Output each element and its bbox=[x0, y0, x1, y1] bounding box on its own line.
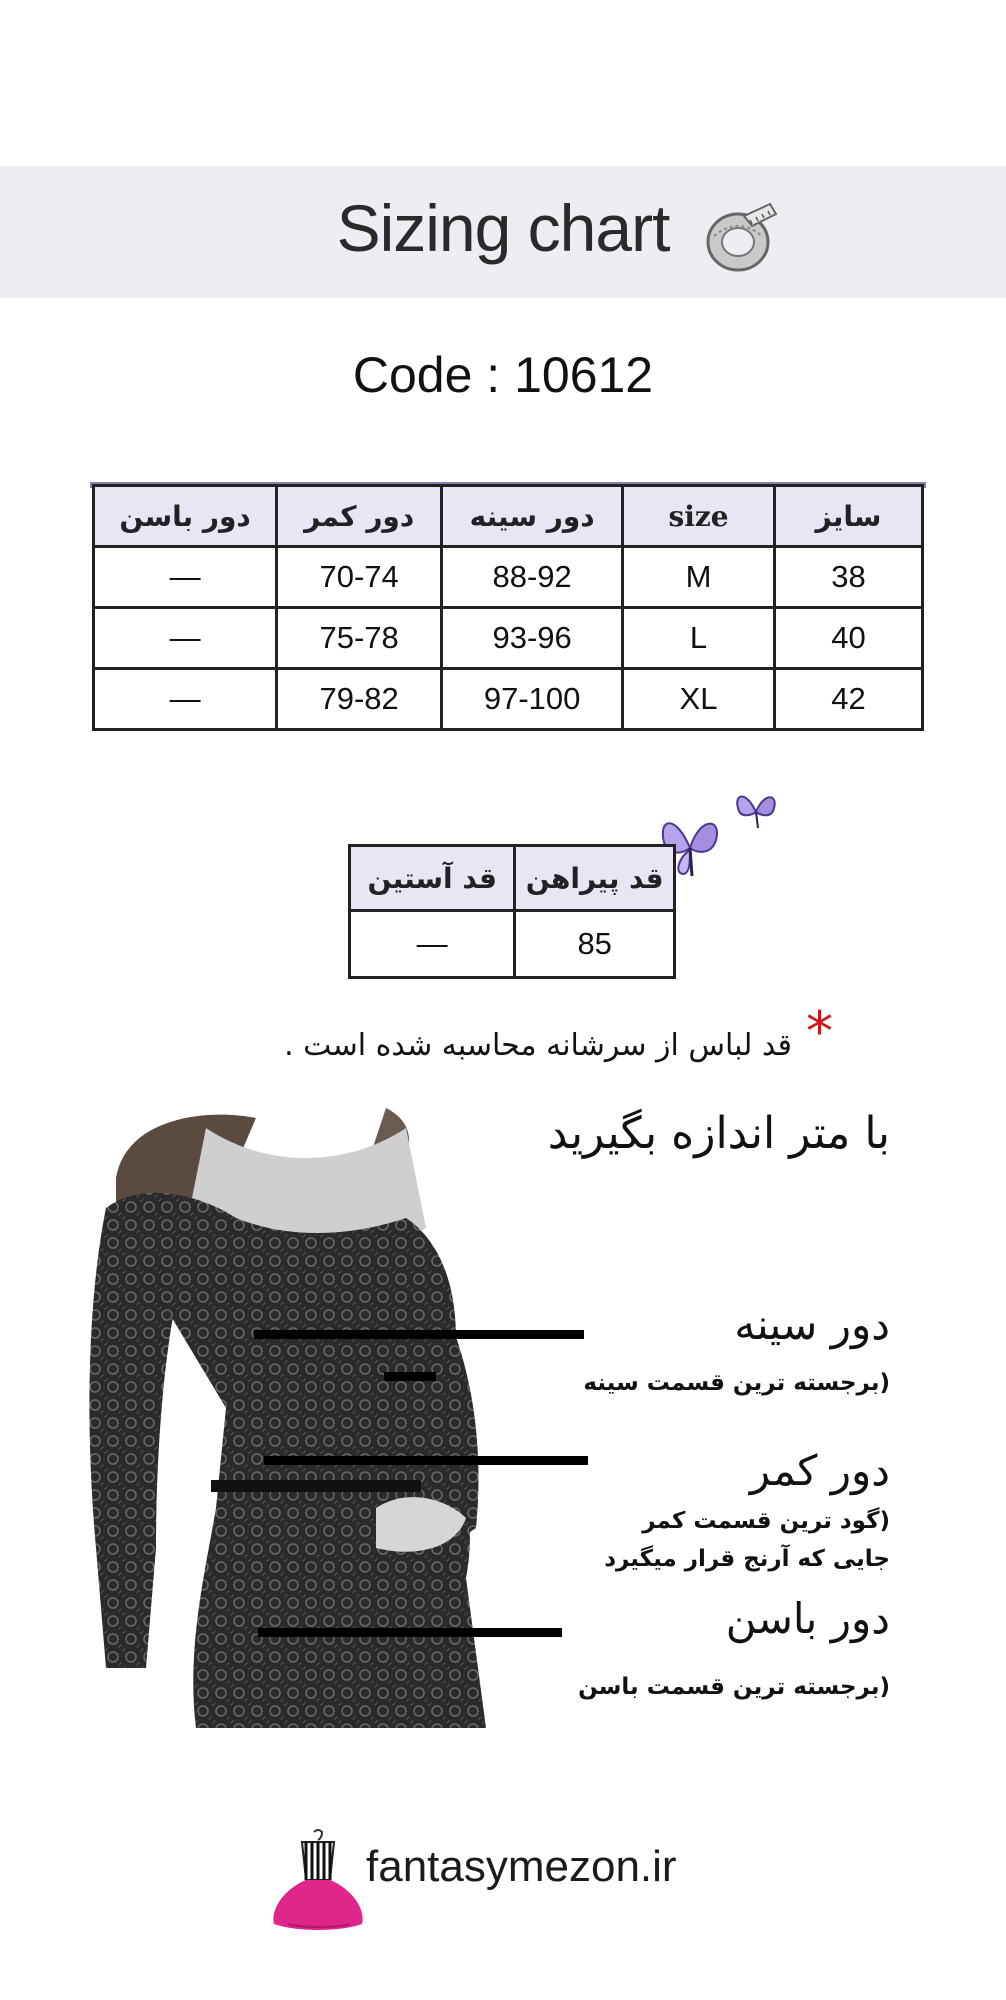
cell-size-en: XL bbox=[623, 669, 775, 730]
measure-heading: با متر اندازه بگیرید bbox=[547, 1108, 890, 1159]
length-table-header-row bbox=[350, 846, 675, 911]
waist-line bbox=[264, 1456, 588, 1465]
product-code: Code : 10612 bbox=[352, 347, 654, 403]
cell-size-fa: 40 bbox=[774, 608, 922, 669]
cell-chest: 88-92 bbox=[442, 547, 623, 608]
table-row bbox=[94, 608, 923, 669]
cell-hip: — bbox=[94, 669, 277, 730]
cell-hip: — bbox=[94, 608, 277, 669]
cell-waist: 70-74 bbox=[277, 547, 442, 608]
waist-desc-2: جایی که آرنج قرار میگیرد bbox=[604, 1546, 890, 1572]
cell-sleeve-length: — bbox=[350, 911, 515, 978]
cell-hip: — bbox=[94, 547, 277, 608]
table-row bbox=[94, 669, 923, 730]
waist-desc-1: (گود ترین قسمت کمر bbox=[642, 1508, 890, 1534]
header-size-en: size bbox=[623, 486, 775, 547]
cell-size-fa: 38 bbox=[774, 547, 922, 608]
hip-desc: (برجسته ترین قسمت باسن bbox=[578, 1674, 890, 1700]
chest-line bbox=[254, 1330, 584, 1339]
cell-size-en: M bbox=[623, 547, 775, 608]
header-size-fa: سایز bbox=[774, 486, 922, 547]
waist-title: دور کمر bbox=[749, 1446, 890, 1495]
length-note: قد لباس از سرشانه محاسبه شده است . bbox=[284, 1028, 792, 1063]
note-star: * bbox=[806, 1000, 833, 1063]
dress-logo-icon bbox=[270, 1828, 366, 1934]
cell-waist: 75-78 bbox=[277, 608, 442, 669]
length-table bbox=[348, 844, 676, 979]
page-title bbox=[0, 190, 1006, 266]
hip-title: دور باسن bbox=[725, 1594, 890, 1643]
header-chest: دور سینه bbox=[442, 486, 623, 547]
measuring-tape-icon bbox=[700, 196, 780, 278]
hip-line bbox=[258, 1628, 562, 1637]
chest-short-line bbox=[384, 1372, 436, 1381]
header-dress-length: قد پیراهن bbox=[515, 846, 675, 911]
footer-site: fantasymezon.ir bbox=[366, 1842, 677, 1891]
table-row bbox=[350, 911, 675, 978]
header-waist: دور کمر bbox=[277, 486, 442, 547]
page-title-text: Sizing chart bbox=[336, 191, 670, 265]
cell-dress-length: 85 bbox=[515, 911, 675, 978]
cell-chest: 97-100 bbox=[442, 669, 623, 730]
cell-chest: 93-96 bbox=[442, 608, 623, 669]
cell-size-en: L bbox=[623, 608, 775, 669]
butterfly-icon bbox=[732, 786, 780, 832]
table-row bbox=[94, 547, 923, 608]
cell-waist: 79-82 bbox=[277, 669, 442, 730]
header-sleeve-length: قد آستین bbox=[350, 846, 515, 911]
chest-title: دور سینه bbox=[734, 1300, 890, 1349]
size-table-header-row bbox=[94, 486, 923, 547]
cell-size-fa: 42 bbox=[774, 669, 922, 730]
header-hip: دور باسن bbox=[94, 486, 277, 547]
chest-desc: (برجسته ترین قسمت سینه bbox=[583, 1370, 890, 1396]
size-table bbox=[92, 484, 924, 731]
